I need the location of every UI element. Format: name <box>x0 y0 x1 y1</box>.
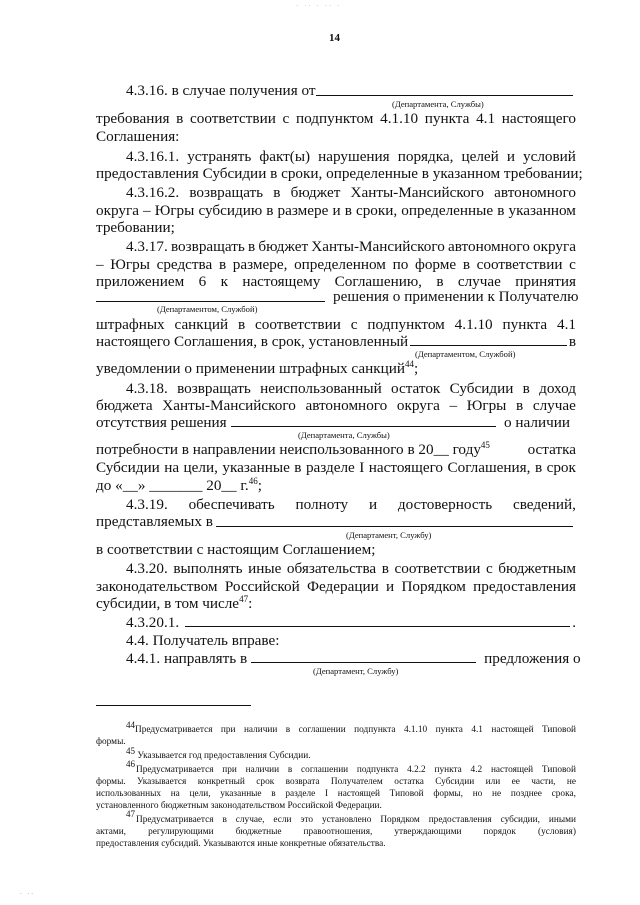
word: по <box>392 256 409 273</box>
footnote-45 <box>126 745 311 762</box>
text-line <box>96 441 576 458</box>
word: в <box>271 789 276 799</box>
word: цели, <box>189 789 211 799</box>
word: условий <box>523 148 576 165</box>
word: приложением <box>96 273 185 290</box>
word: размере, <box>232 256 288 273</box>
word: автономного <box>494 184 576 201</box>
word: неиспользованный <box>260 380 382 397</box>
word: Предусматривается <box>136 765 214 775</box>
word: иные <box>248 560 282 577</box>
footnote-ref: 46 <box>248 475 258 486</box>
text-line <box>126 650 581 667</box>
word: части, <box>531 777 556 787</box>
word: достоверность <box>397 496 493 513</box>
word: – <box>449 397 458 414</box>
text-line <box>96 256 576 273</box>
footnote-text: Указывается год предоставления Субсидии. <box>137 751 311 761</box>
footnote-ref: 47 <box>239 593 249 604</box>
word: округа <box>533 238 576 255</box>
blank-field <box>216 526 573 527</box>
word: в <box>381 560 389 577</box>
word: обеспечивать <box>188 496 275 513</box>
word: Соглашению, <box>334 273 422 290</box>
word: случае, <box>235 815 265 825</box>
footnote-separator <box>96 705 251 706</box>
word: 4.1 <box>476 110 496 127</box>
word: в <box>287 765 293 775</box>
field-caption: (Департамента, Службы) <box>298 430 390 440</box>
word: в <box>266 202 274 219</box>
word: наличии <box>243 725 278 735</box>
text-line <box>96 360 418 377</box>
word: 4.2 <box>470 765 483 775</box>
word: округа <box>396 397 440 414</box>
word: на <box>170 789 180 799</box>
word: 4.1 <box>557 316 576 333</box>
footnote-46: 46 Предусматривается при наличии в соглашении подпункта 4.2.2 пункта 4.2 настоящей Типовой формы. Указывается конкретный срок возврата Получателем остатка Субсидии или ее части, не использованных на цели, указанные в разделе I настоящей Типовой формы, но не позднее срока, установленного бюджетным законодательством Российской Федерации. <box>96 759 576 811</box>
word: Получателем <box>330 777 383 787</box>
word: в <box>247 238 256 255</box>
word: в <box>497 202 505 219</box>
text: предложения о <box>484 650 581 667</box>
field-caption: (Департамент, Службу) <box>346 530 432 540</box>
word: в <box>462 256 470 273</box>
word: бюджет <box>258 238 309 255</box>
word: санкций <box>174 316 229 333</box>
word: определенные <box>401 202 494 219</box>
word: соответствии <box>476 256 563 273</box>
word: Ханты-Мансийского <box>162 397 296 414</box>
blank-field <box>410 333 567 346</box>
word: и <box>506 148 515 165</box>
text-line: 4.4. Получатель вправе: <box>126 632 280 649</box>
word: пункта <box>434 765 462 775</box>
word: предоставления <box>473 578 576 595</box>
word: разделе <box>305 459 355 476</box>
word: Типовой <box>541 725 576 735</box>
word: пункта <box>502 316 548 333</box>
word: в <box>344 202 352 219</box>
word: это <box>300 815 314 825</box>
word: бюджета <box>96 397 153 414</box>
word: возвращать <box>177 380 251 397</box>
text-line: представляемых в <box>96 513 213 530</box>
text: субсидии, в том числе <box>96 595 240 612</box>
word: нарушения <box>318 148 390 165</box>
word: бюджет <box>290 184 341 201</box>
footnote-number: 45 <box>126 745 135 756</box>
word: утверждающими <box>394 827 462 837</box>
word: на <box>164 459 180 476</box>
footnote-text: предоставления субсидий. Указываются иные конкретные обязательства. <box>96 839 386 849</box>
word: Порядком <box>401 578 466 595</box>
word: настоящего <box>501 110 576 127</box>
word: штрафных <box>96 316 165 333</box>
text-line: предоставления Субсидии в сроки, определенные в указанном требовании; <box>96 165 583 182</box>
word: полноту <box>295 496 349 513</box>
word: 4.3.20. <box>126 560 168 577</box>
word: правоотношения, <box>303 827 373 837</box>
footnote-text <box>136 814 576 826</box>
text: : <box>248 595 253 612</box>
word: пункта <box>424 110 470 127</box>
word: законодательством <box>96 578 218 595</box>
word: 4.1.10 <box>403 725 428 735</box>
word: формы. <box>96 777 126 787</box>
text: в <box>568 333 576 350</box>
word: в <box>436 273 444 290</box>
footnote-text <box>96 788 576 800</box>
word: подпунктом <box>296 110 374 127</box>
text-line <box>96 477 262 494</box>
word: подпункта <box>354 725 396 735</box>
word: факт(ы) <box>259 148 311 165</box>
word: Соглашения, <box>447 459 531 476</box>
footnote-text <box>135 724 576 736</box>
word: возврата <box>285 777 320 787</box>
word: актами, <box>96 827 127 837</box>
field-caption: (Департамента, Службы) <box>392 99 484 109</box>
text-line <box>96 578 576 595</box>
word: подпункта <box>356 765 399 775</box>
text-line <box>126 496 576 513</box>
word: Федерации <box>307 578 379 595</box>
word: в <box>294 459 302 476</box>
text: остатка <box>527 441 576 458</box>
text: отсутствия решения <box>96 414 227 431</box>
blank-field <box>316 95 573 96</box>
word: Российской <box>224 578 300 595</box>
word: Указывается <box>137 777 187 787</box>
word: регулирующими <box>148 827 214 837</box>
footnote-text: установленного бюджетным законодательством Российской Федерации. <box>96 801 382 811</box>
footnote-44 <box>96 719 576 748</box>
word: разделе <box>285 789 316 799</box>
paragraph-4-3-16-line <box>126 82 316 99</box>
word: Ханты-Мансийского <box>311 238 445 255</box>
text-line <box>126 238 576 255</box>
word: если <box>273 815 292 825</box>
field-caption: (Департаментом, Службой) <box>415 349 516 359</box>
text-line <box>126 184 576 201</box>
word: Субсидии <box>96 459 160 476</box>
word: 4.1.10 <box>454 316 493 333</box>
word: возвращать <box>170 238 245 255</box>
word: в <box>285 725 291 735</box>
word: бюджетным <box>498 560 576 577</box>
text: 4.3.16. в случае получения от <box>126 82 316 99</box>
word: не <box>566 777 576 787</box>
word: соответствии <box>190 110 276 127</box>
word: и <box>368 496 378 513</box>
word: случае <box>457 273 501 290</box>
word: устранять <box>187 148 252 165</box>
word: Субсидии <box>435 777 475 787</box>
blank-field <box>231 414 496 427</box>
word: субсидии, <box>500 815 540 825</box>
word: указанные <box>222 459 290 476</box>
word: размере <box>277 202 329 219</box>
text-line <box>96 333 576 350</box>
footnote-text: формы. <box>96 737 126 747</box>
word: использованных <box>96 789 161 799</box>
word: принятия <box>515 273 576 290</box>
footnote-ref: 44 <box>404 358 414 369</box>
word: установлено <box>322 815 372 825</box>
page-number: 14 <box>329 32 340 44</box>
text-line: требовании; <box>96 219 175 236</box>
footnote-number: 44 <box>126 719 135 730</box>
word: настоящей <box>337 789 380 799</box>
word: остатка <box>394 777 424 787</box>
text-line: в соответствии с настоящим Соглашением; <box>96 541 376 558</box>
word: – <box>143 202 151 219</box>
word: соглашении <box>301 765 349 775</box>
word: срок <box>256 777 275 787</box>
word: Югры <box>154 202 195 219</box>
word: субсидию <box>198 202 263 219</box>
word: автономного <box>305 397 388 414</box>
footnote-47: 47 Предусматривается в случае, если это установлено Порядком предоставления субсидии, иными актами, регулирующими бюджетные правоотношения, утверждающими порядок (условия) предоставления субсидий. Указываются иные конкретные обязательства. <box>96 809 576 849</box>
word: и <box>386 578 395 595</box>
word: 4.3.16.1. <box>126 148 180 165</box>
word: Порядком <box>380 815 420 825</box>
word: и <box>332 202 341 219</box>
text: ; <box>413 360 419 377</box>
word: возвращать <box>189 184 264 201</box>
word: соответствии <box>255 316 341 333</box>
blank-field <box>185 614 570 627</box>
word: в <box>237 316 246 333</box>
text-line <box>96 459 576 476</box>
word: Югры <box>466 397 507 414</box>
scan-artifact: ˙ ˙˙ ˙ ˙˙ ˙ <box>296 4 342 12</box>
word: выполнять <box>173 560 243 577</box>
word: пункта <box>435 725 463 735</box>
word: иными <box>548 815 576 825</box>
word: срока, <box>551 789 576 799</box>
word: 4.3.16.2. <box>126 184 180 201</box>
word: целей <box>461 148 499 165</box>
word: Югры <box>110 256 150 273</box>
text: потребности в направлении неиспользованного в 20__ году <box>96 441 481 458</box>
word: Типовой <box>389 789 424 799</box>
text: настоящего Соглашения, в срок, установленный <box>96 333 409 350</box>
word: в <box>222 815 227 825</box>
word: в <box>273 184 281 201</box>
word: I <box>359 459 365 476</box>
word: 6 <box>198 273 207 290</box>
word: 4.2.2 <box>407 765 426 775</box>
word: 4.3.19. <box>126 496 168 513</box>
word: не <box>492 789 502 799</box>
word: 4.1.10 <box>380 110 419 127</box>
word: 4.3.18. <box>126 380 168 397</box>
word: требования <box>96 110 170 127</box>
word: Предусматривается <box>135 725 213 735</box>
text-line <box>96 316 576 333</box>
word: в <box>522 380 530 397</box>
word: в <box>218 256 227 273</box>
word: с <box>350 316 358 333</box>
word: указанном <box>508 202 576 219</box>
word: Типовой <box>541 765 576 775</box>
text-line <box>126 148 576 165</box>
text-line <box>96 414 576 431</box>
word: настоящей <box>490 765 534 775</box>
text-line: решения о применении к Получателю <box>333 288 579 305</box>
field-caption: (Департаментом, Службой) <box>157 304 258 314</box>
word: форме <box>414 256 457 273</box>
word: указанные <box>220 789 262 799</box>
word: 4.3.17. <box>126 238 168 255</box>
word: сроки, <box>355 202 398 219</box>
word: ее <box>511 777 520 787</box>
word: Предусматривается <box>136 815 214 825</box>
word: I <box>324 789 329 799</box>
word: предоставления <box>428 815 492 825</box>
text-line <box>96 397 576 414</box>
text: ; <box>257 477 262 494</box>
word: обязательства <box>286 560 377 577</box>
word: но <box>472 789 483 799</box>
word: случае <box>532 397 576 414</box>
word: с <box>569 256 576 273</box>
word: в <box>516 397 524 414</box>
footnote-text <box>96 826 576 838</box>
footnote-text <box>136 764 576 776</box>
text-line <box>96 110 576 127</box>
word: настоящей <box>491 725 534 735</box>
word: настоящего <box>368 459 444 476</box>
word: с <box>485 560 493 577</box>
text: . <box>572 614 576 631</box>
word: или <box>485 777 501 787</box>
word: наличии <box>245 765 280 775</box>
text-line <box>96 202 576 219</box>
word: позднее <box>510 789 542 799</box>
word: при <box>222 765 237 775</box>
text: 4.4.1. направлять в <box>126 650 248 667</box>
word: соглашении <box>298 725 346 735</box>
word: при <box>220 725 236 735</box>
word: порядок <box>483 827 516 837</box>
word: соответствии <box>394 560 481 577</box>
word: сведений, <box>512 496 576 513</box>
text-line <box>126 560 576 577</box>
word: Субсидии <box>449 380 514 397</box>
word: округа <box>96 202 139 219</box>
word: автономного <box>448 238 530 255</box>
text-line <box>96 595 252 612</box>
text: уведомлении о применении штрафных санкций <box>96 360 405 377</box>
scan-artifact: . .. <box>20 888 35 896</box>
text-line <box>126 380 576 397</box>
text-line <box>126 614 576 631</box>
word: конкретный <box>197 777 245 787</box>
word: в <box>534 459 543 476</box>
word: бюджетные <box>235 827 282 837</box>
text: о наличии <box>504 414 570 431</box>
word: доход <box>539 380 576 397</box>
footnote-text <box>96 776 576 788</box>
word: настоящему <box>242 273 321 290</box>
word: (условия) <box>538 827 576 837</box>
word: цели, <box>183 459 218 476</box>
word: Ханты-Мансийского <box>350 184 484 201</box>
field-caption: (Департамент, Службу) <box>313 666 399 676</box>
word: остаток <box>391 380 441 397</box>
text-line: Соглашения: <box>96 128 180 145</box>
word: к <box>220 273 228 290</box>
word: 4.1 <box>471 725 483 735</box>
word: с <box>282 110 290 127</box>
word: порядка, <box>397 148 454 165</box>
blank-field <box>96 301 325 302</box>
text: до «__» _______ 20__ г. <box>96 477 249 494</box>
blank-field <box>251 650 476 663</box>
word: формы, <box>433 789 463 799</box>
word: в <box>176 110 184 127</box>
footnote-ref: 45 <box>480 439 490 450</box>
word: – <box>96 256 104 273</box>
word: подпунктом <box>367 316 445 333</box>
text: 4.3.20.1. <box>126 614 180 631</box>
word: средства <box>156 256 213 273</box>
word: определенном <box>294 256 386 273</box>
word: срок <box>546 459 576 476</box>
